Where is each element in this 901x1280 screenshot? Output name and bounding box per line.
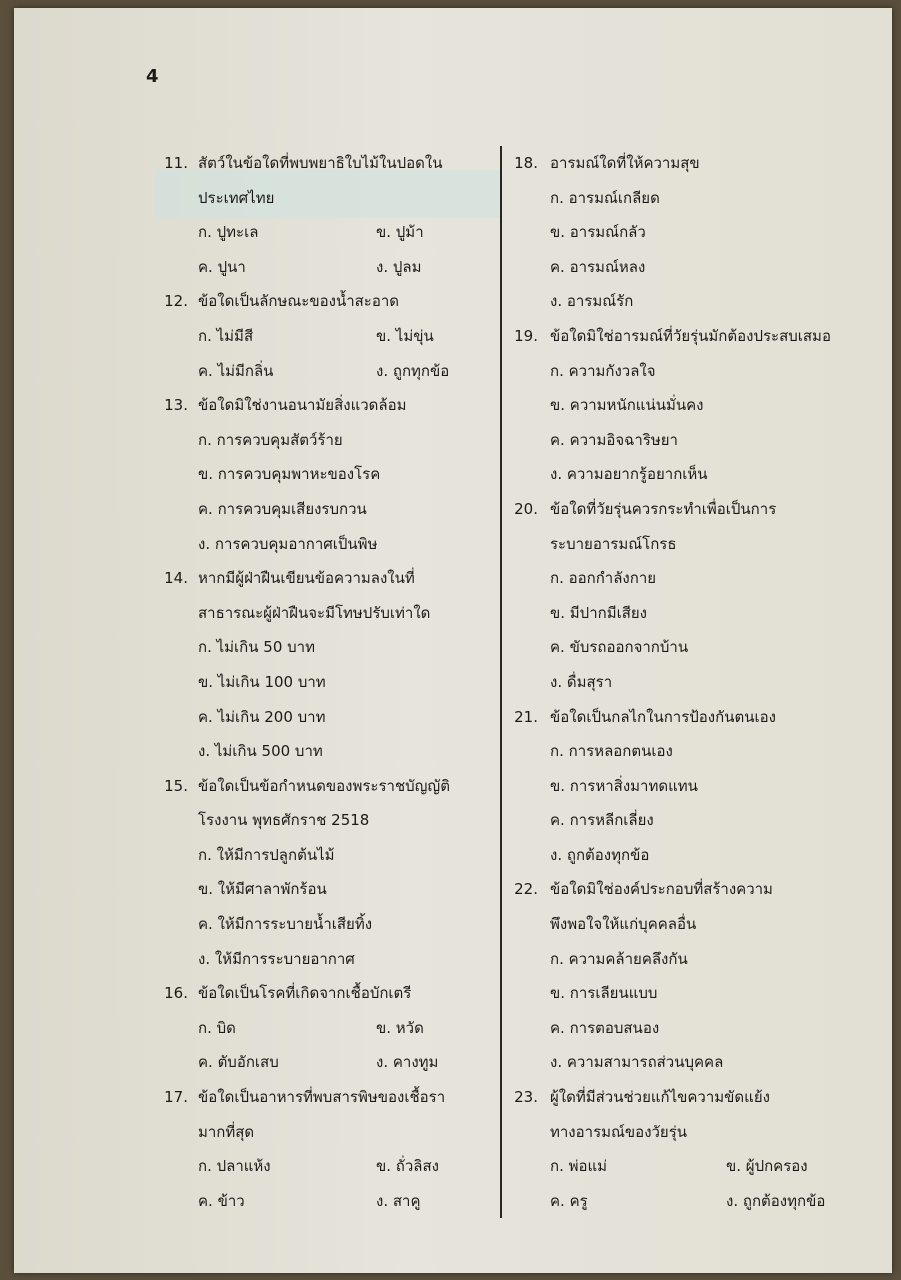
option: ข. หวัด: [376, 1018, 424, 1037]
option: ก. การหลอกตนเอง: [550, 742, 673, 761]
option-row: [146, 700, 490, 735]
option-row: [500, 942, 850, 977]
question-text: ข้อใดเป็นลักษณะของน้ำสะอาด: [198, 292, 400, 311]
option-row: [146, 527, 490, 562]
option-row: [146, 215, 490, 250]
option-row: [146, 1149, 490, 1184]
option: ง. สาคู: [376, 1191, 421, 1210]
question-line: [146, 1080, 490, 1115]
question-number: 19.: [514, 326, 538, 345]
question-number: 13.: [164, 396, 188, 415]
option: ค. ตับอักเสบ: [198, 1053, 279, 1072]
question-number: 12.: [164, 292, 188, 311]
option-row: [500, 1149, 850, 1184]
question-continuation: [500, 1115, 850, 1150]
option: ค. การหลีกเลี่ยง: [550, 811, 654, 830]
option-row: [500, 181, 850, 216]
option-row: [146, 492, 490, 527]
question-continuation: [146, 803, 490, 838]
question-number: 15.: [164, 776, 188, 795]
option-row: [500, 1045, 850, 1080]
question-line: [146, 388, 490, 423]
question-text: ข้อใดเป็นข้อกำหนดของพระราชบัญญัติ: [198, 776, 450, 795]
question-text: อารมณ์ใดที่ให้ความสุข: [550, 154, 700, 172]
option: ค. ข้าว: [198, 1191, 245, 1210]
question-text: ข้อใดมิใช่อารมณ์ที่วัยรุ่นมักต้องประสบเสมอ: [550, 326, 831, 345]
option: ค. ปูนา: [198, 257, 246, 276]
option-row: [146, 1184, 490, 1219]
option-row: [500, 838, 850, 873]
option: ค. ความอิจฉาริษยา: [550, 430, 678, 449]
option: ข. ผู้ปกครอง: [726, 1157, 808, 1176]
option-row: [500, 423, 850, 458]
option: ค. ไม่มีกลิ่น: [198, 361, 274, 380]
option: ง. ให้มีการระบายอากาศ: [198, 949, 355, 968]
option: ค. การตอบสนอง: [550, 1018, 660, 1037]
option-row: [500, 561, 850, 596]
question-line: [146, 769, 490, 804]
option: ก. ปูทะเล: [198, 223, 259, 242]
question-number: 18.: [514, 154, 538, 172]
question-line: [146, 976, 490, 1011]
option-row: [500, 388, 850, 423]
option-row: [146, 630, 490, 665]
question-number: 23.: [514, 1088, 538, 1107]
option: ก. บิด: [198, 1018, 236, 1037]
option-row: [500, 250, 850, 285]
question-continuation: [500, 907, 850, 942]
question-continuation: [146, 181, 490, 216]
question-text-cont: พึงพอใจให้แก่บุคคลอื่น: [550, 915, 697, 934]
question-number: 21.: [514, 707, 538, 726]
option: ค. อารมณ์หลง: [550, 257, 646, 276]
question-text: สัตว์ในข้อใดที่พบพยาธิใบไม้ในปอดใน: [198, 154, 443, 172]
option: ข. การควบคุมพาหะของโรค: [198, 465, 381, 484]
option: ข. ปูม้า: [376, 223, 424, 242]
option-row: [500, 215, 850, 250]
option: ก. ไม่มีสี: [198, 326, 254, 345]
option: ข. การหาสิ่งมาทดแทน: [550, 776, 698, 795]
option-row: [500, 976, 850, 1011]
question-line: [146, 561, 490, 596]
question-number: 16.: [164, 984, 188, 1003]
option: ก. อารมณ์เกลียด: [550, 188, 660, 207]
question-continuation: [146, 596, 490, 631]
option: ง. ดื่มสุรา: [550, 672, 613, 691]
option-row: [146, 838, 490, 873]
option-row: [500, 769, 850, 804]
option: ค. ให้มีการระบายน้ำเสียทิ้ง: [198, 915, 373, 934]
question-text-cont: ประเทศไทย: [198, 188, 275, 207]
option-row: [500, 630, 850, 665]
question-line: [146, 146, 490, 181]
question-line: [500, 700, 850, 735]
option: ง. ถูกต้องทุกข้อ: [726, 1191, 826, 1210]
option: ข. ไม่เกิน 100 บาท: [198, 672, 326, 691]
option: ก. ความคล้ายคลึงกัน: [550, 949, 688, 968]
option-row: [146, 872, 490, 907]
option-row: [500, 734, 850, 769]
option: ง. ถูกทุกข้อ: [376, 361, 450, 380]
question-text-cont: ทางอารมณ์ของวัยรุ่น: [550, 1122, 688, 1141]
option: ง. ไม่เกิน 500 บาท: [198, 742, 323, 761]
right-column: [500, 146, 850, 1218]
option-row: [500, 596, 850, 631]
question-line: [500, 146, 850, 181]
option: ก. พ่อแม่: [550, 1157, 608, 1176]
page-number: 4: [146, 66, 159, 87]
question-text: ข้อใดที่วัยรุ่นควรกระทำเพื่อเป็นการ: [550, 499, 777, 518]
option: ก. ออกกำลังกาย: [550, 569, 657, 588]
option: ข. อารมณ์กลัว: [550, 223, 646, 242]
question-text: ข้อใดมิใช่องค์ประกอบที่สร้างความ: [550, 880, 773, 899]
option-row: [146, 907, 490, 942]
question-number: 17.: [164, 1088, 188, 1107]
question-text-cont: โรงงาน พุทธศักราช 2518: [198, 811, 370, 830]
option: ก. ไม่เกิน 50 บาท: [198, 638, 315, 657]
option-row: [146, 734, 490, 769]
question-text: ผู้ใดที่มีส่วนช่วยแก้ไขความขัดแย้ง: [550, 1088, 770, 1107]
question-number: 22.: [514, 880, 538, 899]
option: ข. ให้มีศาลาพักร้อน: [198, 880, 327, 899]
question-line: [500, 872, 850, 907]
question-line: [146, 284, 490, 319]
option: ง. คางทูม: [376, 1053, 439, 1072]
question-line: [500, 492, 850, 527]
question-text: ข้อใดเป็นอาหารที่พบสารพิษของเชื้อรา: [198, 1088, 446, 1107]
option: ง. ปูลม: [376, 257, 422, 276]
question-continuation: [146, 1115, 490, 1150]
option-row: [500, 284, 850, 319]
option: ก. ปลาแห้ง: [198, 1157, 271, 1176]
option: ข. ไม่ขุ่น: [376, 326, 434, 345]
question-continuation: [500, 527, 850, 562]
option-row: [146, 1011, 490, 1046]
option: ก. ให้มีการปลูกต้นไม้: [198, 845, 335, 864]
question-line: [500, 1080, 850, 1115]
option-row: [146, 319, 490, 354]
question-text-cont: ระบายอารมณ์โกรธ: [550, 534, 677, 553]
question-text: ข้อใดเป็นโรคที่เกิดจากเชื้อบักเตรี: [198, 984, 412, 1003]
option: ค. ครู: [550, 1191, 588, 1210]
question-text: หากมีผู้ฝ่าฝืนเขียนข้อความลงในที่: [198, 569, 415, 588]
option-row: [146, 457, 490, 492]
question-number: 11.: [164, 154, 188, 172]
option: ง. อารมณ์รัก: [550, 292, 634, 311]
option: ง. ความอยากรู้อยากเห็น: [550, 465, 708, 484]
option: ค. การควบคุมเสียงรบกวน: [198, 499, 367, 518]
question-number: 14.: [164, 569, 188, 588]
exam-page: [14, 8, 892, 1273]
question-text: ข้อใดมิใช่งานอนามัยสิ่งแวดล้อม: [198, 396, 407, 415]
option: ก. ความกังวลใจ: [550, 361, 656, 380]
option: ง. ถูกต้องทุกข้อ: [550, 845, 650, 864]
option: ง. ความสามารถส่วนบุคคล: [550, 1053, 724, 1072]
option-row: [500, 665, 850, 700]
option-row: [500, 457, 850, 492]
question-text: ข้อใดเป็นกลไกในการป้องกันตนเอง: [550, 707, 776, 726]
option: ค. ขับรถออกจากบ้าน: [550, 638, 689, 657]
question-line: [500, 319, 850, 354]
option: ข. ความหนักแน่นมั่นคง: [550, 396, 704, 415]
option-row: [500, 354, 850, 389]
question-text-cont: สาธารณะผู้ฝ่าฝืนจะมีโทษปรับเท่าใด: [198, 603, 431, 622]
option-row: [500, 803, 850, 838]
option-row: [146, 1045, 490, 1080]
option: ค. ไม่เกิน 200 บาท: [198, 707, 326, 726]
option: ข. มีปากมีเสียง: [550, 603, 647, 622]
option: ข. การเลียนแบบ: [550, 984, 658, 1003]
option-row: [146, 423, 490, 458]
option-row: [146, 665, 490, 700]
option: ง. การควบคุมอากาศเป็นพิษ: [198, 534, 378, 553]
option-row: [500, 1011, 850, 1046]
option: ข. ถั่วลิสง: [376, 1157, 439, 1176]
left-column: [146, 146, 490, 1218]
option-row: [500, 1184, 850, 1219]
question-text-cont: มากที่สุด: [198, 1122, 255, 1141]
option-row: [146, 354, 490, 389]
option-row: [146, 250, 490, 285]
question-number: 20.: [514, 499, 538, 518]
option-row: [146, 942, 490, 977]
option: ก. การควบคุมสัตว์ร้าย: [198, 430, 343, 449]
